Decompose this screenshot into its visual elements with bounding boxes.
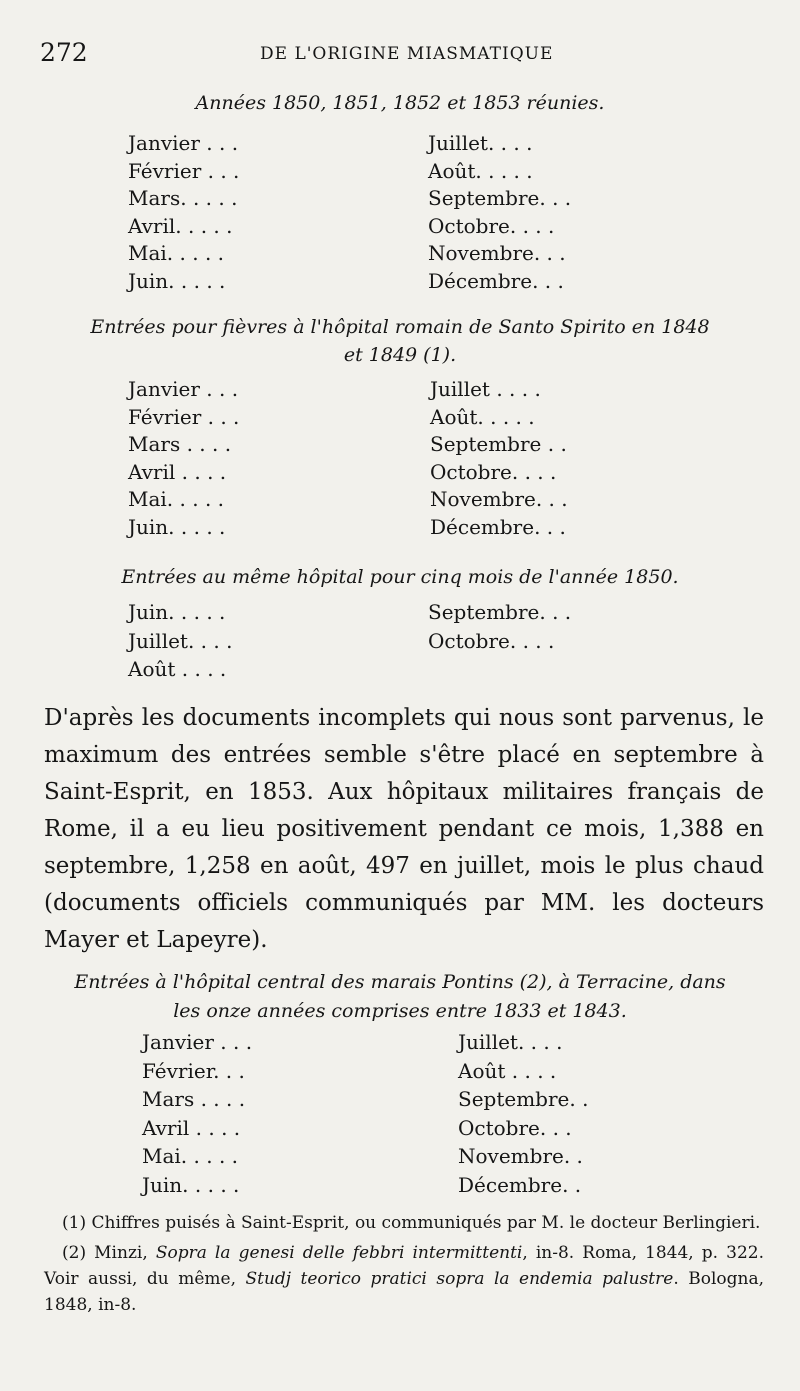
page-number: 272 bbox=[40, 38, 88, 67]
month-label: Mars . . . . bbox=[128, 432, 232, 457]
table-caption-3: Entrées au même hôpital pour cinq mois de l'année 1850. bbox=[121, 566, 679, 588]
month-label: Mars . . . . bbox=[142, 1087, 246, 1111]
footnote-2-part-b: , in-8. Roma, 1844, p. 322. Voir aussi, du même, bbox=[44, 1243, 764, 1289]
month-label: Mai. . . . . bbox=[128, 241, 225, 266]
month-label: Septembre. . . bbox=[428, 186, 572, 211]
month-label: Novembre. . . bbox=[430, 487, 568, 512]
running-title: DE L'ORIGINE MIASMATIQUE bbox=[260, 44, 554, 64]
month-label: Octobre. . . . bbox=[428, 628, 555, 653]
footnote-2-title-1: Sopra la genesi delle febbri intermittenti bbox=[155, 1243, 523, 1263]
month-label: Juillet. . . . bbox=[428, 131, 533, 155]
month-label: Janvier . . . bbox=[128, 377, 239, 401]
month-label: Juillet . . . . bbox=[430, 377, 541, 401]
footnote-2-part-c: . Bologna, 1848, in-8. bbox=[44, 1269, 764, 1315]
month-label: Août . . . . bbox=[458, 1058, 557, 1083]
month-label: Décembre. . . bbox=[428, 269, 564, 293]
table-caption-2-line1: Entrées pour fièvres à l'hôpital romain de Santo Spirito en 1848 bbox=[90, 316, 710, 338]
month-label: Avril . . . . bbox=[128, 459, 227, 484]
footnote-1: (1) Chiffres puisés à Saint-Esprit, ou communiqués par M. le docteur Berlingieri. bbox=[62, 1213, 761, 1233]
table-caption-2-line2: et 1849 (1). bbox=[343, 344, 457, 366]
month-label: Avril. . . . . bbox=[128, 213, 233, 238]
paragraph-text: D'après les documents incomplets qui nous sont parvenus, le maximum des entrées semble s'être placé en septembre à Saint-Esprit, en 1853. Aux hôpitaux militaires français de Rome, il a eu lieu positivement pendant ce mois, 1,388 en septembre, 1,258 en août, 497 en juillet, mois le plus chaud (documents officiels communiqués par MM. les docteurs Mayer et Lapeyre). bbox=[44, 705, 764, 953]
month-label: Mars. . . . . bbox=[128, 186, 238, 211]
footnote-2 bbox=[44, 1240, 764, 1318]
footnotes bbox=[44, 1210, 764, 1322]
month-label: Juin. . . . . bbox=[128, 515, 226, 539]
month-label: Juin. . . . . bbox=[142, 1172, 240, 1197]
page-header bbox=[40, 38, 760, 78]
month-label: Mai. . . . . bbox=[128, 487, 225, 512]
month-label: Octobre. . . . bbox=[428, 213, 555, 238]
footnote-2-title-2: Studj teorico pratici sopra la endemia palustre bbox=[245, 1269, 674, 1289]
table-caption-1: Années 1850, 1851, 1852 et 1853 réunies. bbox=[195, 92, 605, 114]
month-label: Août. . . . . bbox=[428, 158, 533, 183]
month-label: Janvier . . . bbox=[142, 1030, 253, 1054]
month-label: Février . . . bbox=[128, 158, 240, 183]
month-label: Juillet. . . . bbox=[458, 1030, 563, 1054]
footnote-2-part-a: (2) Minzi, bbox=[62, 1243, 156, 1263]
month-label: Septembre. . bbox=[458, 1087, 589, 1111]
table-caption-4-line1: Entrées à l'hôpital central des marais Pontins (2), à Terracine, dans bbox=[74, 971, 726, 993]
month-label: Mai. . . . . bbox=[142, 1144, 239, 1168]
month-label: Avril . . . . bbox=[142, 1115, 241, 1140]
month-label: Juillet. . . . bbox=[128, 628, 233, 653]
month-label: Septembre. . . bbox=[428, 600, 572, 624]
month-label: Août . . . . bbox=[128, 657, 227, 681]
month-label: Août. . . . . bbox=[430, 404, 535, 429]
month-label: Octobre. . . . bbox=[430, 459, 557, 484]
body-paragraph bbox=[44, 700, 764, 959]
month-label: Décembre. . bbox=[458, 1172, 582, 1197]
month-label: Novembre. . . bbox=[428, 241, 566, 266]
month-label: Décembre. . . bbox=[430, 515, 566, 539]
month-label: Juin. . . . . bbox=[128, 269, 226, 293]
month-label: Février. . . bbox=[142, 1058, 245, 1083]
month-label: Septembre . . bbox=[430, 432, 567, 457]
month-label: Novembre. . bbox=[458, 1144, 583, 1168]
month-label: Juin. . . . . bbox=[128, 600, 226, 624]
table-caption-4-line2: les onze années comprises entre 1833 et 1843. bbox=[173, 1000, 627, 1022]
month-label: Octobre. . . bbox=[458, 1115, 572, 1140]
month-label: Janvier . . . bbox=[128, 131, 239, 155]
month-label: Février . . . bbox=[128, 404, 240, 429]
